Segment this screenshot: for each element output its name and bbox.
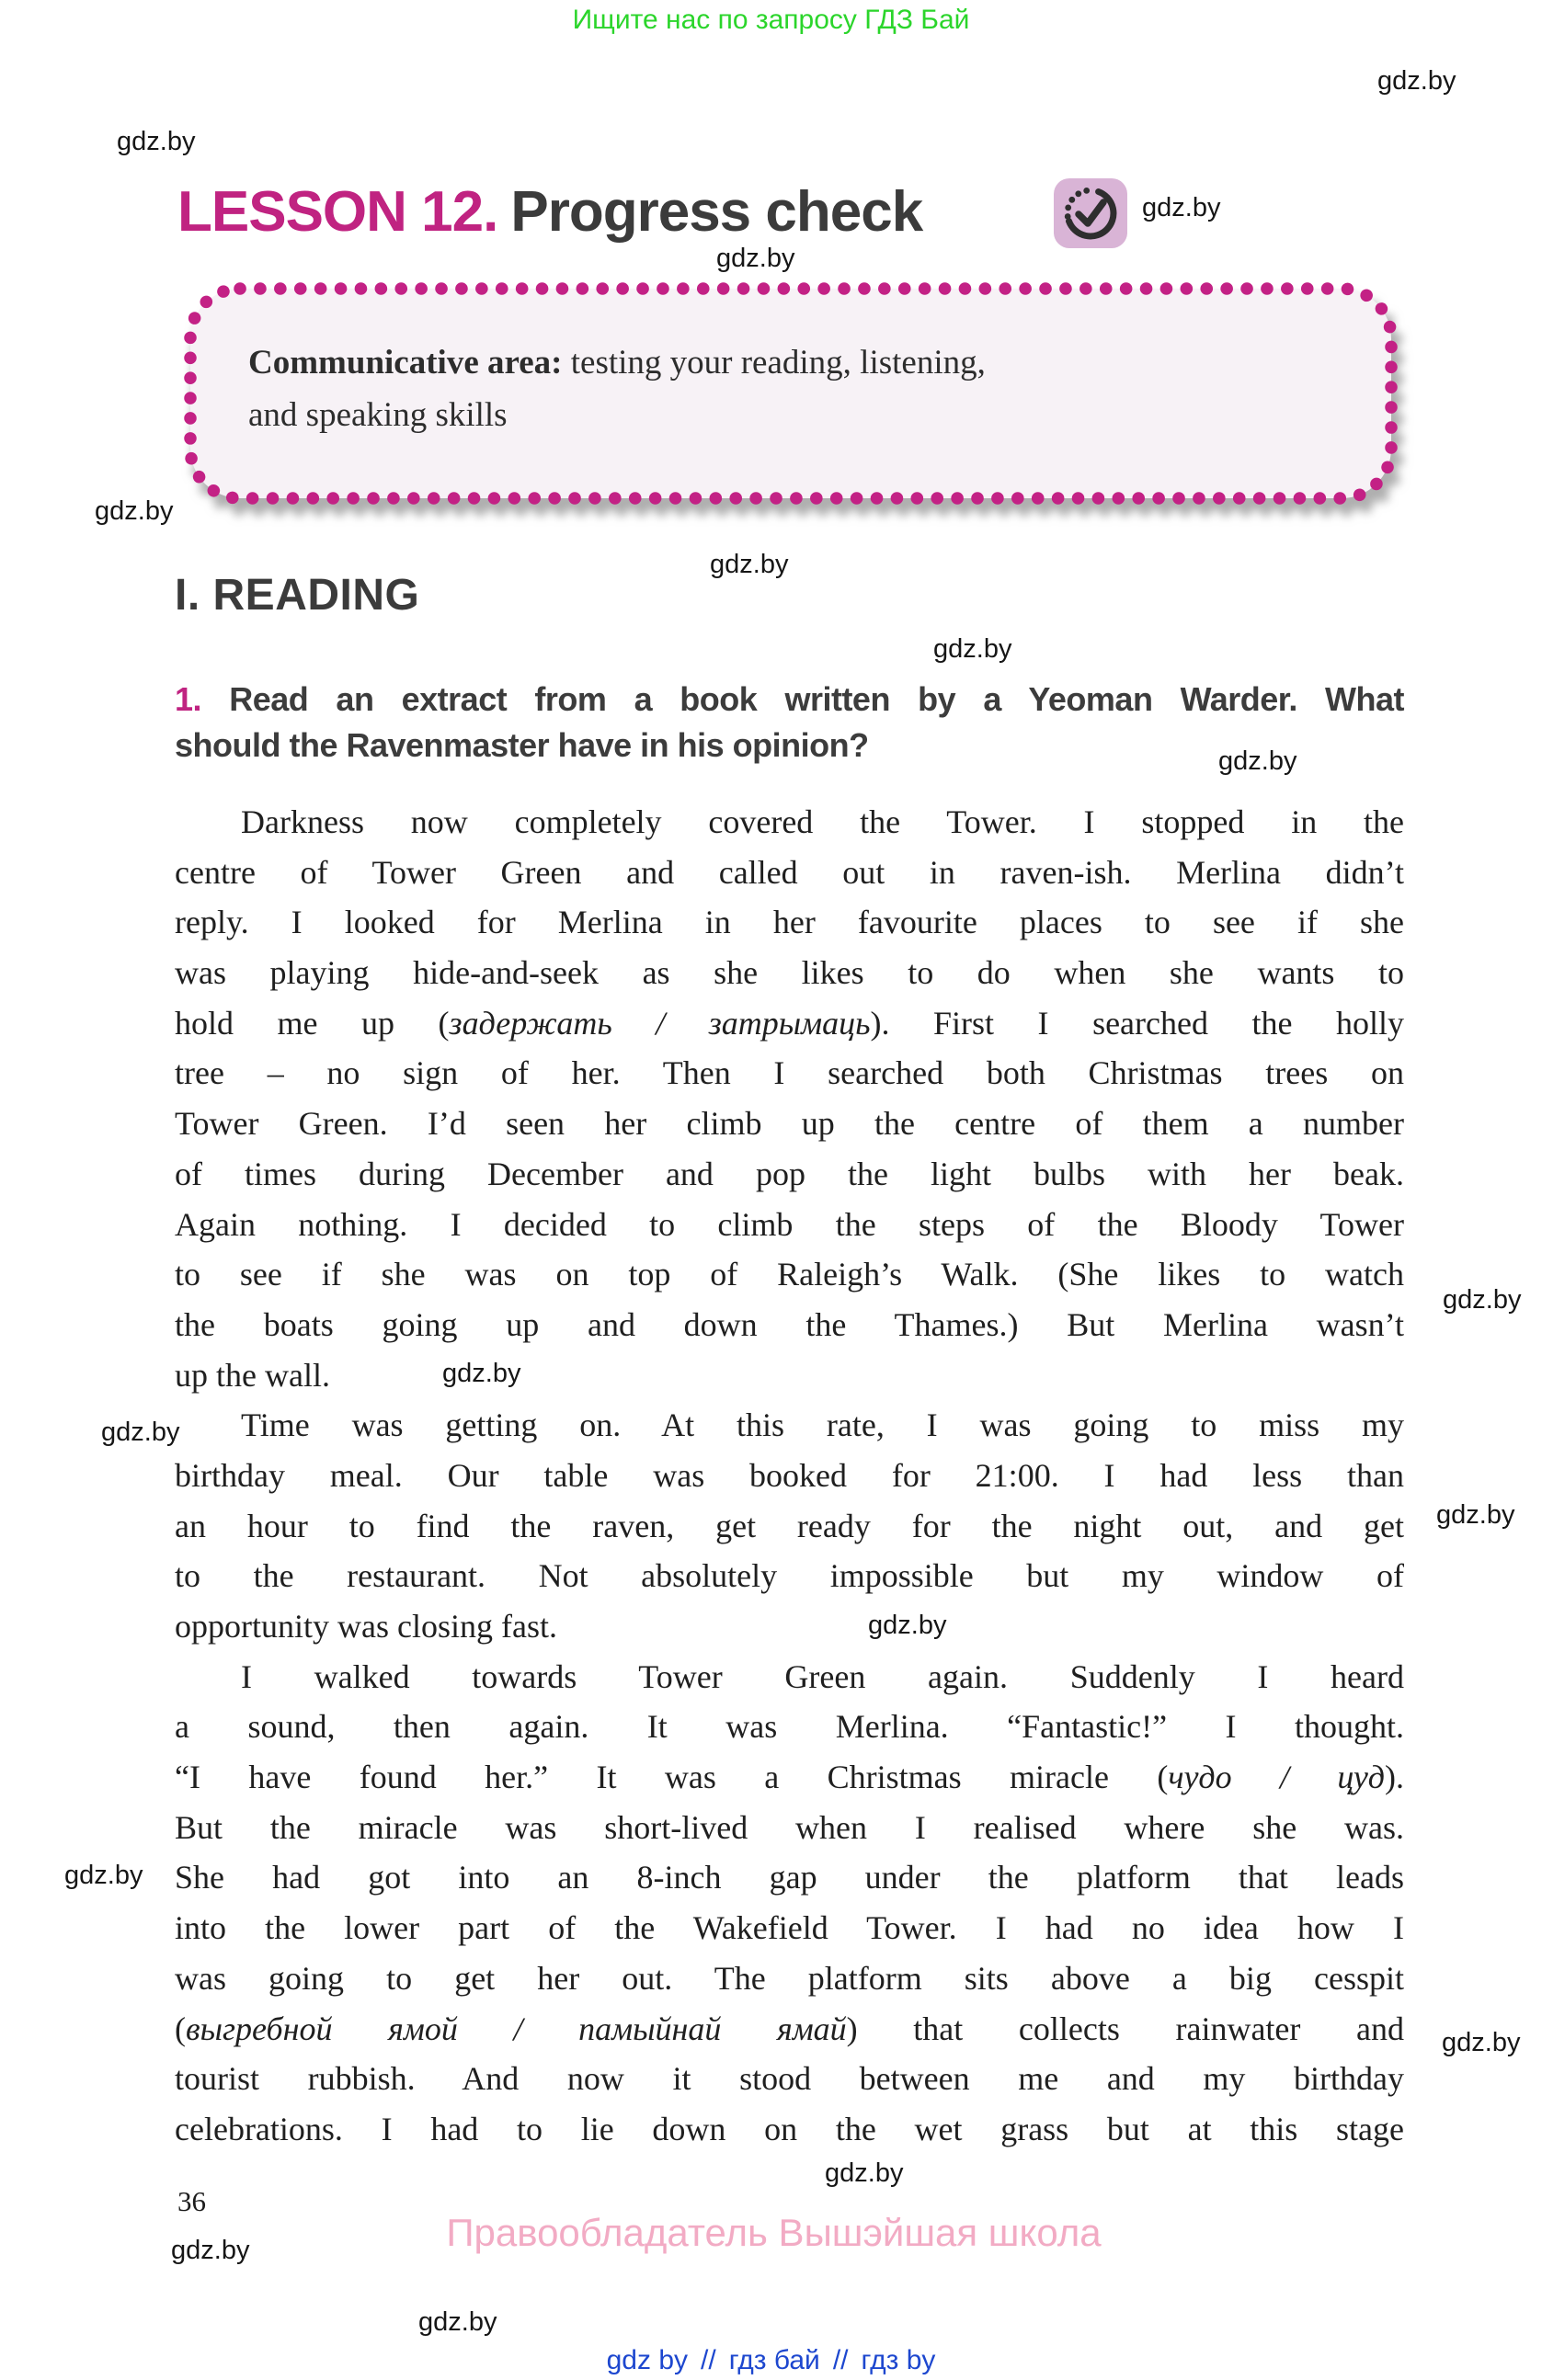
task-number: 1. — [175, 680, 202, 718]
footer-link[interactable]: гдз бай — [728, 2345, 820, 2375]
translation-italic: задержать / затрымаць — [449, 1004, 871, 1042]
gdz-watermark: gdz.by — [868, 1611, 947, 1640]
translation-italic: чудо / цуд — [1168, 1759, 1385, 1796]
text-line: She had got into an 8-inch gap under the platform that leads — [175, 1859, 1404, 1896]
task-line-1: 1. Read an extract from a book written by a Yeoman Warder. What — [175, 680, 1404, 718]
gdz-watermark: gdz.by — [95, 496, 174, 526]
gdz-watermark: gdz.by — [1436, 1500, 1515, 1530]
gdz-watermark: gdz.by — [1218, 746, 1297, 776]
gdz-watermark: gdz.by — [171, 2236, 250, 2265]
gdz-watermark: gdz.by — [825, 2158, 904, 2188]
text-line: to the restaurant. Not absolutely impossible but my window of — [175, 1557, 1404, 1595]
gdz-watermark: gdz.by — [1443, 1285, 1522, 1315]
gdz-watermark: gdz.by — [1442, 2028, 1521, 2057]
footer-links — [0, 2344, 1542, 2377]
text-line: tree – no sign of her. Then I searched both Christmas trees on — [175, 1054, 1404, 1092]
text-line: an hour to find the raven, get ready for the night out, and get — [175, 1507, 1404, 1544]
translation-italic: выгребной ямой / памыйнай ямай — [186, 2010, 847, 2047]
section-title-reading: I. READING — [175, 571, 420, 620]
communicative-line-1: Communicative area: testing your reading, listening, — [248, 344, 986, 381]
text-line: hold me up (задержать / затрымаць). First I searched the holly — [175, 1004, 1404, 1042]
text-line: Again nothing. I decided to climb the steps of the Bloody Tower — [175, 1205, 1404, 1243]
text-line: (выгребной ямой / памыйнай ямай) that collects rainwater and — [175, 2010, 1404, 2047]
text-line: was playing hide-and-seek as she likes to do when she wants to — [175, 954, 1404, 992]
gdz-watermark: gdz.by — [442, 1359, 521, 1388]
reading-text — [175, 797, 1404, 2155]
text-line: Darkness now completely covered the Tower. I stopped in the — [241, 803, 1404, 840]
gdz-watermark: gdz.by — [933, 634, 1012, 664]
footer-separator: // — [832, 2345, 849, 2375]
promo-banner: Ищите нас по запросу ГДЗ Бай — [572, 5, 970, 35]
text-line: But the miracle was short-lived when I realised where she was. — [175, 1808, 1404, 1846]
text-line: centre of Tower Green and called out in raven-ish. Merlina didn’t — [175, 853, 1404, 891]
text-line: was going to get her out. The platform sits above a big cesspit — [175, 1959, 1404, 1997]
gdz-watermark: gdz.by — [64, 1861, 143, 1890]
text-line: the boats going up and down the Thames.) But Merlina wasn’t — [175, 1305, 1404, 1343]
lesson-number: LESSON 12. — [177, 180, 498, 244]
text-line: Time was getting on. At this rate, I was going to miss my — [241, 1406, 1404, 1444]
copyright-text: Правообладатель Вышэйшая школа — [446, 2211, 1102, 2254]
text-line: to see if she was on top of Raleigh’s Walk. (She likes to watch — [175, 1256, 1404, 1293]
gdz-watermark: gdz.by — [101, 1418, 180, 1447]
gdz-watermark: gdz.by — [716, 244, 795, 273]
text-line: tourist rubbish. And now it stood between me and my birthday — [175, 2060, 1404, 2098]
footer-separator: // — [701, 2345, 716, 2375]
text-line: a sound, then again. It was Merlina. “Fantastic!” I thought. — [175, 1708, 1404, 1746]
gdz-watermark: gdz.by — [1142, 193, 1221, 222]
clock-check-icon — [1054, 178, 1127, 248]
footer-link[interactable]: гдз by — [861, 2345, 936, 2375]
communicative-line-2: and speaking skills — [248, 396, 508, 434]
gdz-watermark: gdz.by — [418, 2307, 497, 2337]
gdz-watermark: gdz.by — [1377, 66, 1456, 96]
communicative-area-text — [248, 336, 1342, 441]
text-line: Tower Green. I’d seen her climb up the centre of them a number — [175, 1105, 1404, 1143]
gdz-watermark: gdz.by — [710, 550, 789, 579]
footer-link[interactable]: gdz by — [606, 2345, 689, 2375]
text-line: celebrations. I had to lie down on the wet grass but at this stage — [175, 2110, 1404, 2147]
text-line: opportunity was closing fast. — [175, 1608, 557, 1645]
task-line-2: should the Ravenmaster have in his opinion? — [175, 726, 869, 764]
text-line: reply. I looked for Merlina in her favourite places to see if she — [175, 904, 1404, 941]
text-line: into the lower part of the Wakefield Tower. I had no idea how I — [175, 1909, 1404, 1947]
text-line: I walked towards Tower Green again. Suddenly I heard — [241, 1657, 1404, 1695]
lesson-title: Progress check — [510, 180, 923, 244]
page-title — [177, 182, 922, 242]
text-line: up the wall. — [175, 1356, 330, 1394]
communicative-label: Communicative area: — [248, 344, 563, 381]
text-line: birthday meal. Our table was booked for 21:00. I had less than — [175, 1456, 1404, 1494]
page-number: 36 — [177, 2185, 206, 2217]
text-line: of times during December and pop the light bulbs with her beak. — [175, 1155, 1404, 1192]
gdz-watermark: gdz.by — [117, 127, 196, 156]
text-line: “I have found her.” It was a Christmas miracle (чудо / цуд). — [175, 1759, 1404, 1796]
